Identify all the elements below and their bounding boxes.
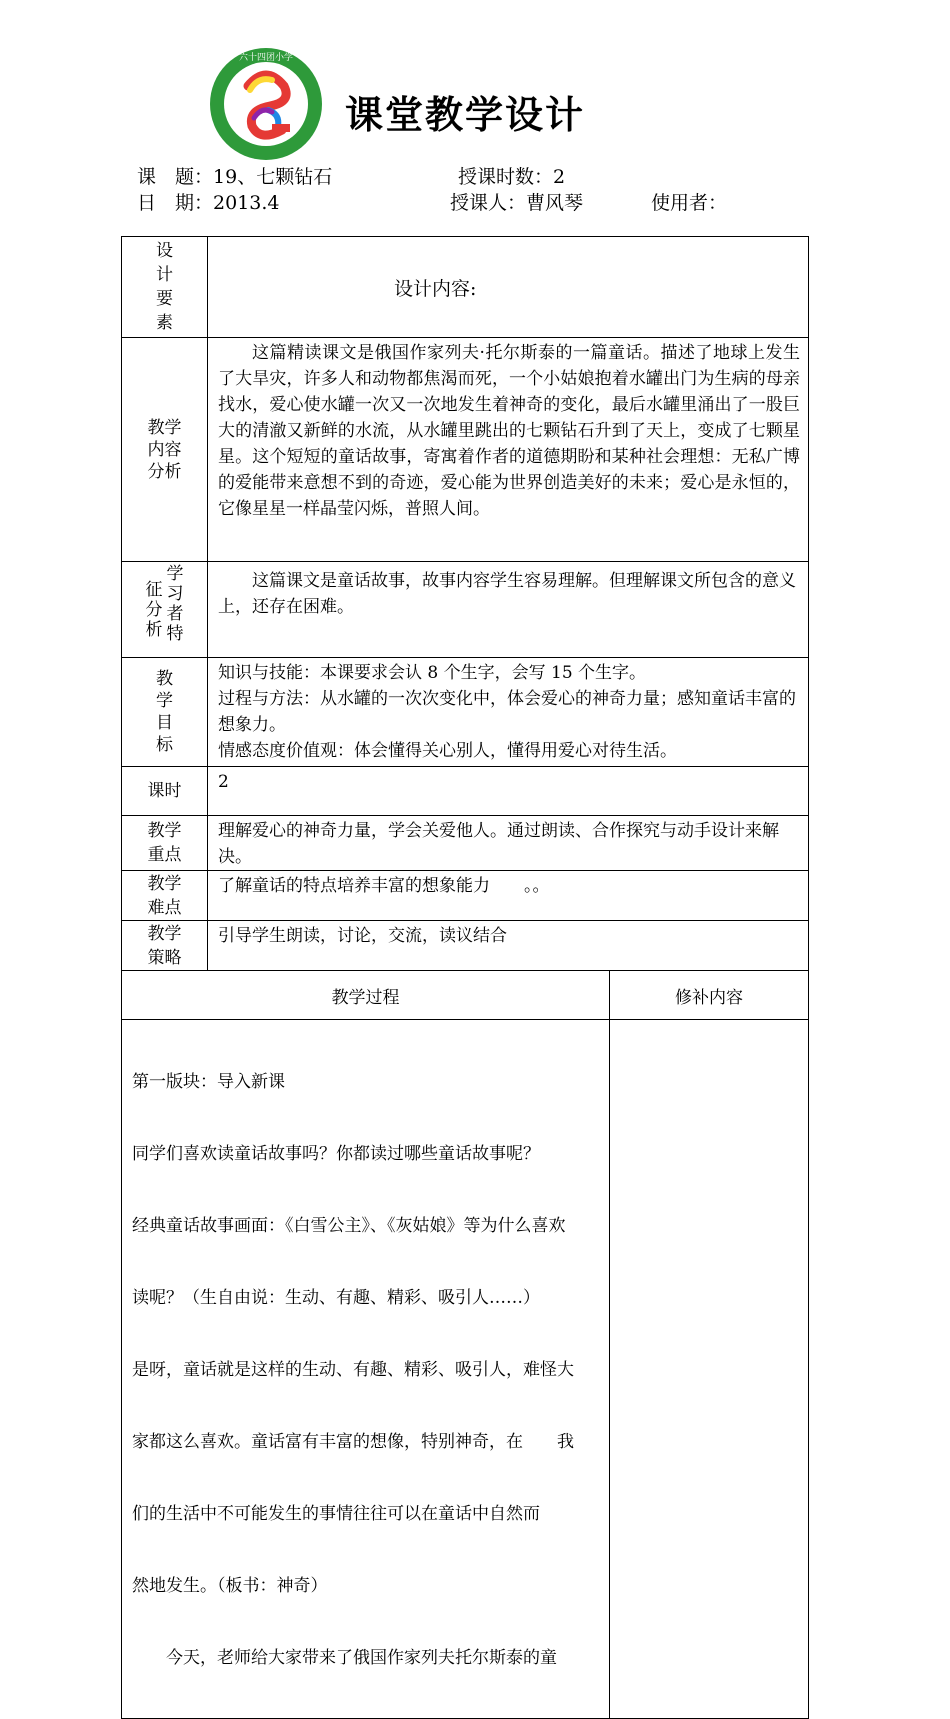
topic-value: 19、七颗钻石 — [213, 166, 333, 188]
learner-analysis-text: 这篇课文是童话故事，故事内容学生容易理解。但理解课文所包含的意义上，还存在困难。 — [208, 562, 809, 658]
teacher-value: 曹风琴 — [526, 192, 584, 214]
design-content-header: 设计内容: — [208, 237, 809, 338]
hours-line — [458, 162, 565, 189]
goal-emotion: 情感态度价值观：体会懂得关心别人，懂得用爱心对待生活。 — [218, 741, 677, 761]
teacher-label: 授课人： — [450, 192, 527, 214]
row-label: 教学 策略 — [122, 921, 208, 971]
table-row — [122, 562, 809, 658]
difficulty-text: 了解童话的特点培养丰富的想象能力 。。 — [208, 871, 809, 921]
process-header: 教学过程 — [122, 971, 610, 1020]
table-row — [122, 921, 809, 971]
row-label: 教 学 目 标 — [122, 658, 208, 767]
date-value: 2013.4 — [213, 192, 280, 214]
school-logo — [208, 46, 324, 162]
content-analysis-text: 这篇精读课文是俄国作家列夫·托尔斯泰的一篇童话。描述了地球上发生了大旱灾，许多人和动物都焦渴而死，一个小姑娘抱着水罐出门为生病的母亲找水，爱心使水罐一次又一次地发生着神奇的变化，最后水罐里涌出了一股巨大的清澈又新鲜的水流，从水罐里跳出的七颗钻石升到了天上，变成了七颗星星。这个短短的童话故事，寄寓着作者的道德期盼和某种社会理想：无私广博的爱能带来意想不到的奇迹，爱心能为世界创造美好的未来；爱心是永恒的，它像星星一样晶莹闪烁，普照人间。 — [208, 338, 809, 562]
table-row — [122, 658, 809, 767]
revise-content — [610, 1020, 809, 1719]
table-row — [122, 816, 809, 871]
row-label: 征 分 析 学 习 者 特 — [122, 562, 208, 658]
process-row — [122, 1020, 809, 1719]
strategy-text: 引导学生朗读，讨论，交流，读议结合 — [208, 921, 809, 971]
page-title: 课堂教学设计 — [345, 93, 586, 137]
row-label: 教学 难点 — [122, 871, 208, 921]
goal-knowledge: 知识与技能：本课要求会认 8 个生字，会写 15 个生字。 — [218, 663, 647, 683]
revise-header: 修补内容 — [610, 971, 809, 1020]
table-row — [122, 338, 809, 562]
hours-label: 授课时数： — [458, 166, 554, 188]
class-hours-value: 2 — [208, 767, 809, 816]
process-header-row — [122, 971, 809, 1020]
table-header-row — [122, 237, 809, 338]
hours-value: 2 — [553, 166, 566, 188]
design-table — [121, 236, 809, 1719]
row-label: 教学 重点 — [122, 816, 208, 871]
row-label: 课时 — [122, 767, 208, 816]
teacher-line — [450, 188, 583, 215]
table-row — [122, 871, 809, 921]
date-label: 日 期： — [137, 192, 214, 214]
topic-line — [137, 162, 332, 189]
goals-cell — [208, 658, 809, 767]
goal-process: 过程与方法：从水罐的一次次变化中，体会爱心的神奇力量；感知童话丰富的想象力。 — [218, 689, 796, 735]
key-point-text: 理解爱心的神奇力量，学会关爱他人。通过朗读、合作探究与动手设计来解决。 — [208, 816, 809, 871]
date-line — [137, 188, 280, 215]
process-content: 第一版块：导入新课 同学们喜欢读童话故事吗？你都读过哪些童话故事呢？ 经典童话故事画面：《白雪公主》、《灰姑娘》等为什么喜欢 读呢？（生自由说：生动、有趣、精彩、吸引人……） 是呀，童话就是这样的生动、有趣、精彩、吸引人，难怪大 家都这么喜欢。童话富有丰富的想像，特别神奇，在 我 们的生活中不可能发生的事情往往可以在童话中自然而 然地发生。（板书：神奇） 今天，老师给大家带来了俄国作家列夫托尔斯泰的童 — [122, 1020, 610, 1719]
logo-text: 六十四团小学 — [238, 53, 294, 63]
table-row — [122, 767, 809, 816]
topic-label: 课 题： — [137, 166, 214, 188]
row-label: 教学 内容 分析 — [122, 338, 208, 562]
user-label: 使用者： — [651, 192, 728, 214]
design-elements-label: 设 计 要 素 — [122, 237, 208, 338]
